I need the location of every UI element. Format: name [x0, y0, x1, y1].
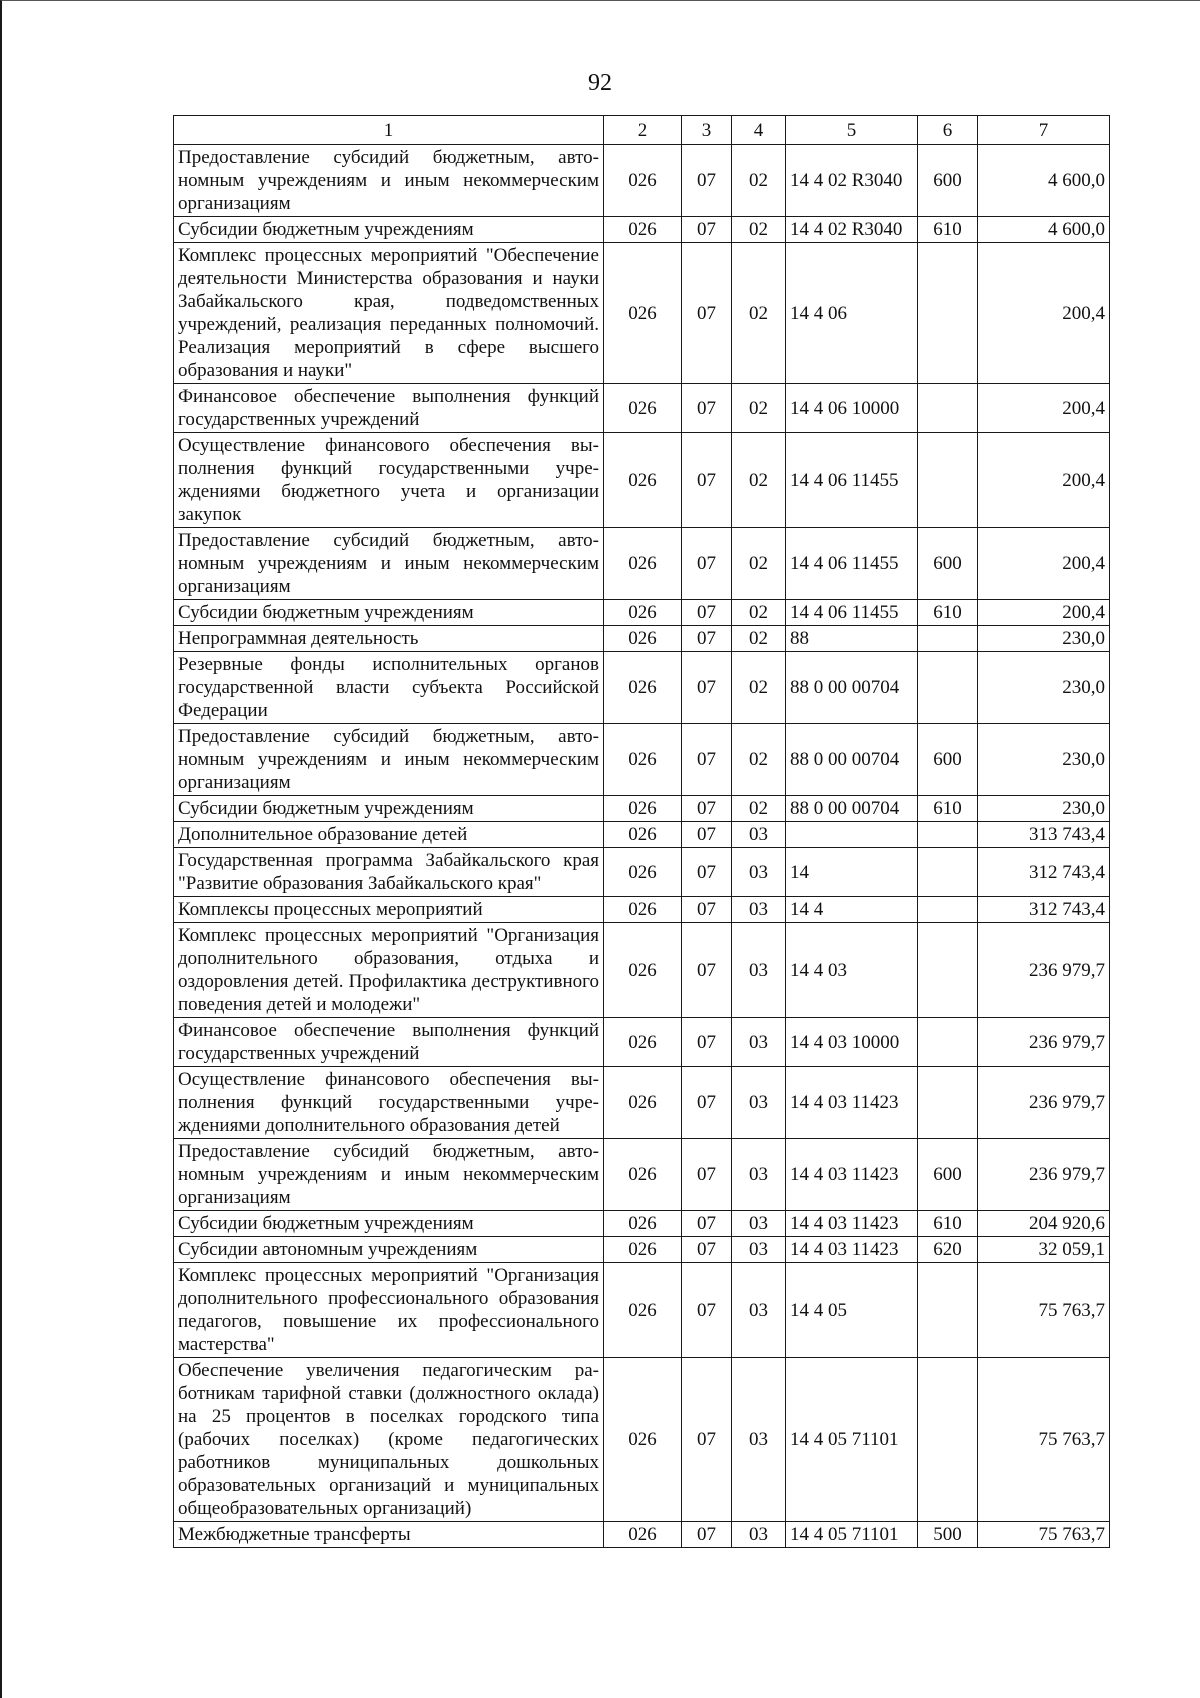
admin-code-cell: 026 [604, 848, 682, 897]
subsection-cell: 03 [732, 848, 786, 897]
table-row [174, 433, 1110, 528]
target-article-cell: 14 4 03 10000 [786, 1018, 918, 1067]
subsection-cell: 03 [732, 1522, 786, 1548]
amount-cell: 4 600,0 [978, 217, 1110, 243]
table-row [174, 528, 1110, 600]
column-header: 6 [918, 116, 978, 145]
section-cell: 07 [682, 652, 732, 724]
amount-cell: 230,0 [978, 652, 1110, 724]
amount-cell: 4 600,0 [978, 145, 1110, 217]
row-name-cell: Осуществление финансового обеспечения выполнения функций государственными учреждениями дополнительного образования детей [174, 1067, 604, 1139]
row-name-cell: Предоставление субсидий бюджетным, автономным учреждениям и иным некоммерческим организациям [174, 145, 604, 217]
amount-cell: 236 979,7 [978, 1067, 1110, 1139]
section-cell: 07 [682, 626, 732, 652]
expense-type-cell [918, 1018, 978, 1067]
row-name-cell: Обеспечение увеличения педагогическим работникам тарифной ставки (должностного оклада) на 25 процентов в поселках городского типа (рабочих поселках) (кроме педагогических работников муниципальных дошкольных образовательных организаций и муниципальных общеобразовательных организаций) [174, 1358, 604, 1522]
amount-cell: 236 979,7 [978, 1139, 1110, 1211]
row-name-cell: Субсидии бюджетным учреждениям [174, 796, 604, 822]
subsection-cell: 02 [732, 217, 786, 243]
row-name-cell: Государственная программа Забайкальского края "Развитие образования Забайкальского края" [174, 848, 604, 897]
target-article-cell: 14 4 06 10000 [786, 384, 918, 433]
target-article-cell: 14 4 05 71101 [786, 1522, 918, 1548]
subsection-cell: 02 [732, 433, 786, 528]
subsection-cell: 03 [732, 1018, 786, 1067]
column-header: 7 [978, 116, 1110, 145]
expense-type-cell [918, 897, 978, 923]
subsection-cell: 02 [732, 145, 786, 217]
table-row [174, 626, 1110, 652]
section-cell: 07 [682, 1018, 732, 1067]
target-article-cell: 14 4 06 11455 [786, 528, 918, 600]
admin-code-cell: 026 [604, 1263, 682, 1358]
expense-type-cell [918, 822, 978, 848]
admin-code-cell: 026 [604, 433, 682, 528]
table-body [174, 145, 1110, 1548]
expense-type-cell [918, 652, 978, 724]
table-row [174, 145, 1110, 217]
admin-code-cell: 026 [604, 384, 682, 433]
expense-type-cell: 610 [918, 217, 978, 243]
section-cell: 07 [682, 600, 732, 626]
table-row [174, 897, 1110, 923]
section-cell: 07 [682, 1237, 732, 1263]
admin-code-cell: 026 [604, 1018, 682, 1067]
admin-code-cell: 026 [604, 796, 682, 822]
amount-cell: 200,4 [978, 384, 1110, 433]
target-article-cell: 88 0 00 00704 [786, 796, 918, 822]
amount-cell: 75 763,7 [978, 1358, 1110, 1522]
section-cell: 07 [682, 796, 732, 822]
expense-type-cell: 620 [918, 1237, 978, 1263]
expense-type-cell: 610 [918, 600, 978, 626]
table-row [174, 1263, 1110, 1358]
expense-type-cell [918, 848, 978, 897]
target-article-cell: 14 4 02 R3040 [786, 217, 918, 243]
admin-code-cell: 026 [604, 652, 682, 724]
admin-code-cell: 026 [604, 1237, 682, 1263]
amount-cell: 200,4 [978, 600, 1110, 626]
section-cell: 07 [682, 145, 732, 217]
row-name-cell: Предоставление субсидий бюджетным, автономным учреждениям и иным некоммерческим организациям [174, 528, 604, 600]
page-number: 92 [588, 70, 612, 96]
amount-cell: 75 763,7 [978, 1263, 1110, 1358]
table-row [174, 217, 1110, 243]
row-name-cell: Осуществление финансового обеспечения выполнения функций государственными учреждениями бюджетного учета и организации закупок [174, 433, 604, 528]
section-cell: 07 [682, 1522, 732, 1548]
table-row [174, 384, 1110, 433]
section-cell: 07 [682, 243, 732, 384]
column-header: 2 [604, 116, 682, 145]
row-name-cell: Комплекс процессных мероприятий "Обеспечение деятельности Министерства образования и науки Забайкальского края, подведомственных учреждений, реализация переданных полномочий. Реализация мероприятий в сфере высшего образования и науки" [174, 243, 604, 384]
amount-cell: 200,4 [978, 433, 1110, 528]
admin-code-cell: 026 [604, 1139, 682, 1211]
column-header: 3 [682, 116, 732, 145]
target-article-cell: 14 4 02 R3040 [786, 145, 918, 217]
target-article-cell: 14 4 06 11455 [786, 600, 918, 626]
subsection-cell: 03 [732, 1067, 786, 1139]
subsection-cell: 02 [732, 626, 786, 652]
row-name-cell: Комплексы процессных мероприятий [174, 897, 604, 923]
subsection-cell: 02 [732, 724, 786, 796]
column-header: 4 [732, 116, 786, 145]
admin-code-cell: 026 [604, 923, 682, 1018]
table-row [174, 1522, 1110, 1548]
admin-code-cell: 026 [604, 145, 682, 217]
row-name-cell: Финансовое обеспечение выполнения функций государственных учреждений [174, 384, 604, 433]
amount-cell: 200,4 [978, 243, 1110, 384]
section-cell: 07 [682, 1358, 732, 1522]
expense-type-cell: 610 [918, 796, 978, 822]
subsection-cell: 03 [732, 897, 786, 923]
admin-code-cell: 026 [604, 600, 682, 626]
expense-type-cell: 610 [918, 1211, 978, 1237]
admin-code-cell: 026 [604, 243, 682, 384]
expense-type-cell: 600 [918, 145, 978, 217]
amount-cell: 200,4 [978, 528, 1110, 600]
table-row [174, 1358, 1110, 1522]
admin-code-cell: 026 [604, 897, 682, 923]
table-row [174, 1211, 1110, 1237]
amount-cell: 312 743,4 [978, 848, 1110, 897]
target-article-cell: 14 4 05 [786, 1263, 918, 1358]
admin-code-cell: 026 [604, 217, 682, 243]
table-row [174, 923, 1110, 1018]
subsection-cell: 03 [732, 822, 786, 848]
admin-code-cell: 026 [604, 822, 682, 848]
section-cell: 07 [682, 1067, 732, 1139]
expense-type-cell [918, 1067, 978, 1139]
table-row [174, 1018, 1110, 1067]
section-cell: 07 [682, 822, 732, 848]
target-article-cell: 14 [786, 848, 918, 897]
target-article-cell: 14 4 06 11455 [786, 433, 918, 528]
section-cell: 07 [682, 1263, 732, 1358]
expense-type-cell [918, 384, 978, 433]
section-cell: 07 [682, 848, 732, 897]
row-name-cell: Межбюджетные трансферты [174, 1522, 604, 1548]
section-cell: 07 [682, 528, 732, 600]
subsection-cell: 02 [732, 528, 786, 600]
subsection-cell: 02 [732, 600, 786, 626]
row-name-cell: Субсидии бюджетным учреждениям [174, 217, 604, 243]
section-cell: 07 [682, 724, 732, 796]
row-name-cell: Дополнительное образование детей [174, 822, 604, 848]
expense-type-cell [918, 1358, 978, 1522]
target-article-cell: 14 4 03 11423 [786, 1067, 918, 1139]
subsection-cell: 03 [732, 923, 786, 1018]
subsection-cell: 03 [732, 1358, 786, 1522]
amount-cell: 236 979,7 [978, 923, 1110, 1018]
target-article-cell [786, 822, 918, 848]
target-article-cell: 88 0 00 00704 [786, 652, 918, 724]
section-cell: 07 [682, 1211, 732, 1237]
amount-cell: 230,0 [978, 724, 1110, 796]
expense-type-cell [918, 243, 978, 384]
target-article-cell: 14 4 05 71101 [786, 1358, 918, 1522]
row-name-cell: Субсидии автономным учреждениям [174, 1237, 604, 1263]
amount-cell: 236 979,7 [978, 1018, 1110, 1067]
row-name-cell: Предоставление субсидий бюджетным, автономным учреждениям и иным некоммерческим организациям [174, 1139, 604, 1211]
section-cell: 07 [682, 217, 732, 243]
amount-cell: 75 763,7 [978, 1522, 1110, 1548]
expense-type-cell [918, 923, 978, 1018]
target-article-cell: 14 4 03 11423 [786, 1139, 918, 1211]
amount-cell: 32 059,1 [978, 1237, 1110, 1263]
subsection-cell: 03 [732, 1263, 786, 1358]
subsection-cell: 02 [732, 243, 786, 384]
admin-code-cell: 026 [604, 724, 682, 796]
section-cell: 07 [682, 923, 732, 1018]
expense-type-cell [918, 626, 978, 652]
amount-cell: 230,0 [978, 796, 1110, 822]
section-cell: 07 [682, 433, 732, 528]
section-cell: 07 [682, 897, 732, 923]
subsection-cell: 03 [732, 1211, 786, 1237]
table-row [174, 822, 1110, 848]
admin-code-cell: 026 [604, 1211, 682, 1237]
table-row [174, 652, 1110, 724]
column-header: 1 [174, 116, 604, 145]
amount-cell: 204 920,6 [978, 1211, 1110, 1237]
subsection-cell: 02 [732, 796, 786, 822]
subsection-cell: 02 [732, 384, 786, 433]
admin-code-cell: 026 [604, 1522, 682, 1548]
expense-type-cell: 600 [918, 528, 978, 600]
table-row [174, 724, 1110, 796]
admin-code-cell: 026 [604, 528, 682, 600]
target-article-cell: 14 4 03 [786, 923, 918, 1018]
row-name-cell: Субсидии бюджетным учреждениям [174, 1211, 604, 1237]
target-article-cell: 14 4 03 11423 [786, 1237, 918, 1263]
expense-type-cell: 600 [918, 1139, 978, 1211]
amount-cell: 312 743,4 [978, 897, 1110, 923]
amount-cell: 313 743,4 [978, 822, 1110, 848]
expense-type-cell [918, 1263, 978, 1358]
row-name-cell: Резервные фонды исполнительных органов государственной власти субъекта Российской Федерации [174, 652, 604, 724]
row-name-cell: Предоставление субсидий бюджетным, автономным учреждениям и иным некоммерческим организациям [174, 724, 604, 796]
table-row [174, 848, 1110, 897]
row-name-cell: Непрограммная деятельность [174, 626, 604, 652]
target-article-cell: 88 [786, 626, 918, 652]
table-row [174, 1139, 1110, 1211]
admin-code-cell: 026 [604, 1358, 682, 1522]
expense-type-cell: 600 [918, 724, 978, 796]
target-article-cell: 14 4 06 [786, 243, 918, 384]
subsection-cell: 03 [732, 1237, 786, 1263]
budget-table [173, 115, 1110, 1548]
section-cell: 07 [682, 384, 732, 433]
expense-type-cell [918, 433, 978, 528]
table-row [174, 1067, 1110, 1139]
row-name-cell: Финансовое обеспечение выполнения функций государственных учреждений [174, 1018, 604, 1067]
section-cell: 07 [682, 1139, 732, 1211]
admin-code-cell: 026 [604, 1067, 682, 1139]
admin-code-cell: 026 [604, 626, 682, 652]
target-article-cell: 14 4 [786, 897, 918, 923]
table-header-row [174, 116, 1110, 145]
table-row [174, 796, 1110, 822]
table-row [174, 243, 1110, 384]
row-name-cell: Комплекс процессных мероприятий "Организация дополнительного образования, отдыха и оздоровления детей. Профилактика деструктивного поведения детей и молодежи" [174, 923, 604, 1018]
subsection-cell: 02 [732, 652, 786, 724]
table-row [174, 1237, 1110, 1263]
table-row [174, 600, 1110, 626]
target-article-cell: 14 4 03 11423 [786, 1211, 918, 1237]
subsection-cell: 03 [732, 1139, 786, 1211]
row-name-cell: Субсидии бюджетным учреждениям [174, 600, 604, 626]
row-name-cell: Комплекс процессных мероприятий "Организация дополнительного профессионального образования педагогов, повышение их профессионального мастерства" [174, 1263, 604, 1358]
column-header: 5 [786, 116, 918, 145]
expense-type-cell: 500 [918, 1522, 978, 1548]
amount-cell: 230,0 [978, 626, 1110, 652]
target-article-cell: 88 0 00 00704 [786, 724, 918, 796]
